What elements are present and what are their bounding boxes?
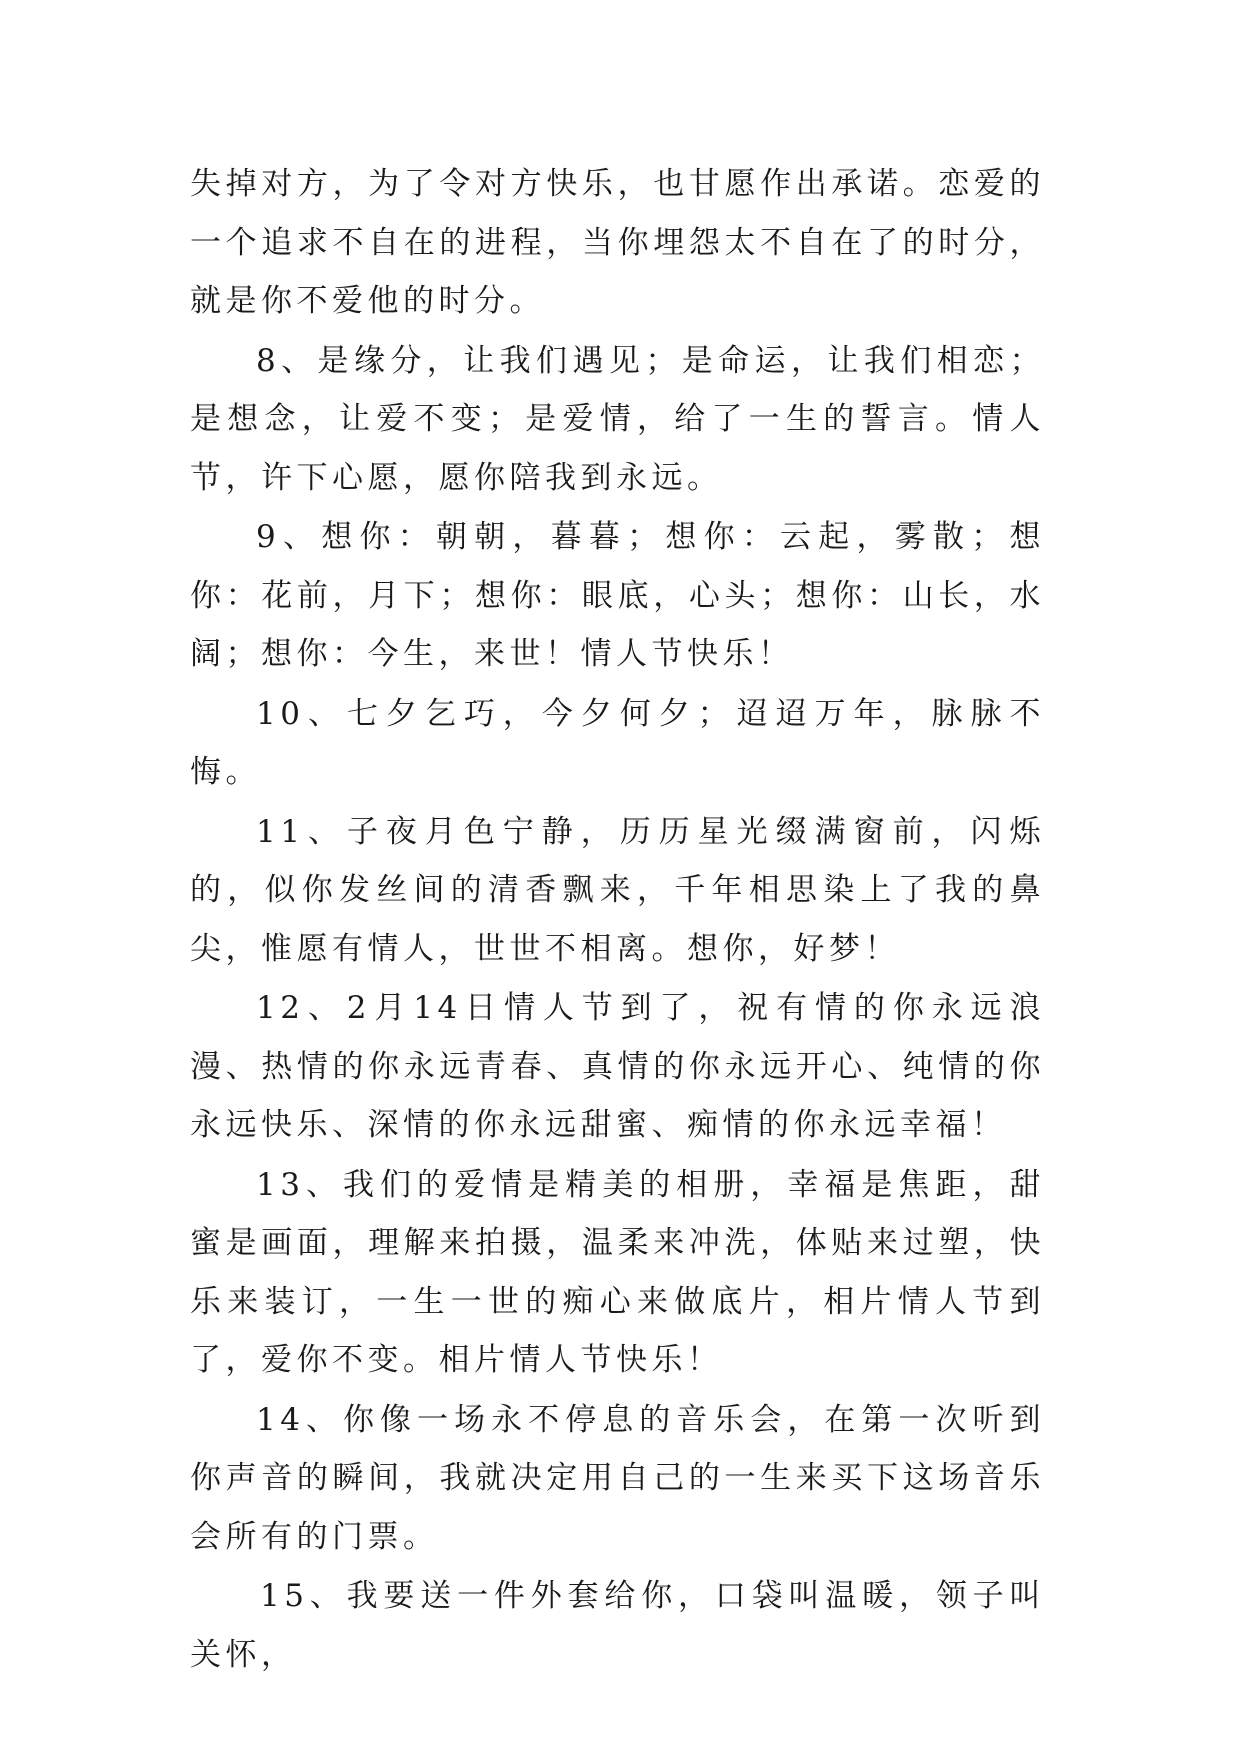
paragraph-item-8: 8、是缘分，让我们遇见；是命运，让我们相恋；是想念，让爱不变；是爱情，给了一生的誓言。情人节，许下心愿，愿你陪我到永远。: [190, 342, 1045, 496]
paragraph-item-12: 12、2月14日情人节到了，祝有情的你永远浪漫、热情的你永远青春、真情的你永远开心、纯情的你永远快乐、深情的你永远甜蜜、痴情的你永远幸福！: [190, 990, 1045, 1143]
paragraph-continuation: 失掉对方，为了令对方快乐，也甘愿作出承诺。恋爱的一个追求不自在的进程，当你埋怨太不自在了的时分，就是你不爱他的时分。: [190, 166, 1045, 319]
paragraph-item-14: 14、你像一场永不停息的音乐会，在第一次听到你声音的瞬间，我就决定用自己的一生来买下这场音乐会所有的门票。: [190, 1401, 1045, 1555]
paragraph-item-15: 15、我要送一件外套给你，口袋叫温暖，领子叫关怀，: [190, 1578, 1045, 1673]
paragraph-item-9: 9、想你：朝朝，暮暮；想你：云起，雾散；想你：花前，月下；想你：眼底，心头；想你：山长，水阔；想你：今生，来世！情人节快乐！: [190, 519, 1045, 672]
paragraph-item-11: 11、子夜月色宁静，历历星光缀满窗前，闪烁的，似你发丝间的清香飘来，千年相思染上了我的鼻尖，惟愿有情人，世世不相离。想你，好梦！: [190, 813, 1045, 967]
paragraph-item-10: 10、七夕乞巧，今夕何夕；迢迢万年，脉脉不悔。: [190, 695, 1045, 790]
paragraph-item-13: 13、我们的爱情是精美的相册，幸福是焦距，甜蜜是画面，理解来拍摄，温柔来冲洗，体贴来过塑，快乐来装订，一生一世的痴心来做底片，相片情人节到了，爱你不变。相片情人节快乐！: [190, 1166, 1045, 1378]
document-body: [190, 155, 1045, 1685]
